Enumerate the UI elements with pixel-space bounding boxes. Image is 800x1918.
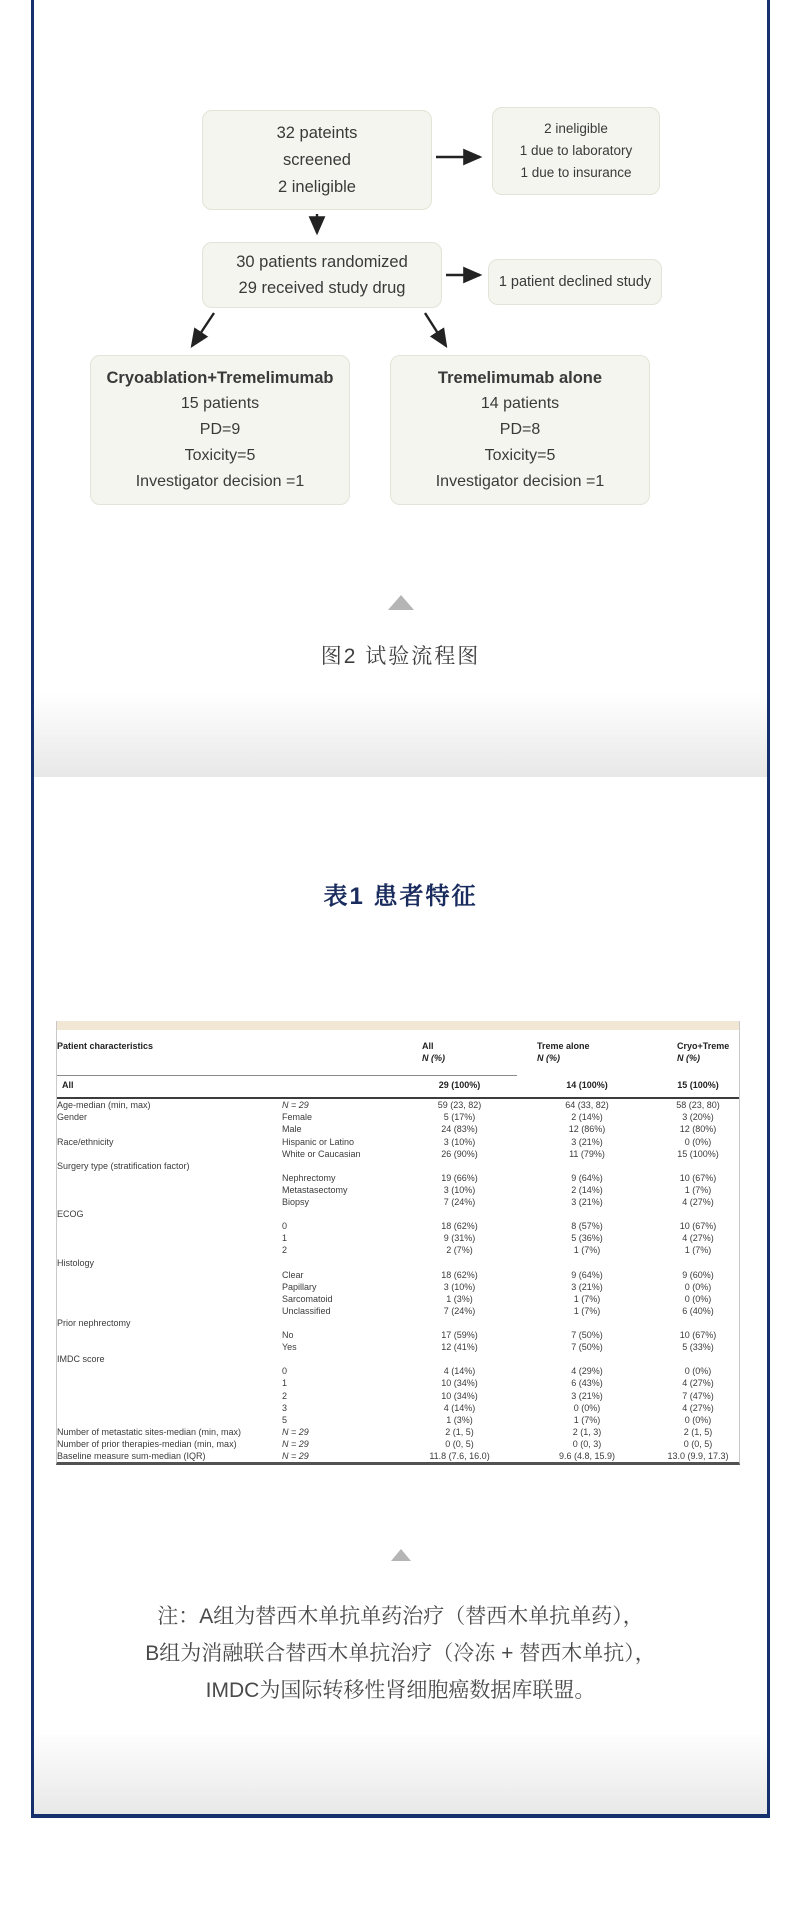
table-row: Unclassified 7 (24%) 1 (7%) 6 (40%) xyxy=(282,1305,714,1316)
table-row: Nephrectomy 19 (66%) 9 (64%) 10 (67%) xyxy=(282,1172,717,1183)
note-line: 注：A组为替西木单抗单药治疗（替西木单抗单药）， xyxy=(157,1605,644,1628)
table-row: 1 9 (31%) 5 (36%) 4 (27%) xyxy=(282,1233,714,1244)
table-row: Yes 12 (41%) 7 (50%) 5 (33%) xyxy=(282,1342,714,1353)
table-row: Number of metastatic sites-median (min, max) N = 29 2 (1, 5) 2 (1, 3) 2 (1, 5) xyxy=(57,1426,713,1437)
flowchart-box-declined xyxy=(488,259,662,305)
note-line: IMDC为国际转移性肾细胞癌数据库联盟。 xyxy=(205,1679,596,1702)
table-row: No 17 (59%) 7 (50%) 10 (67%) xyxy=(282,1330,717,1341)
table-title: 表1 患者特征 xyxy=(323,883,478,910)
table-row: Sarcomatoid 1 (3%) 1 (7%) 0 (0%) xyxy=(282,1293,712,1304)
table-row: Gender Female 5 (17%) 2 (14%) 3 (20%) xyxy=(57,1112,714,1123)
flowchart-box-line: Investigator decision =1 xyxy=(435,473,605,490)
separator-triangle-icon xyxy=(391,1549,411,1561)
col-header-characteristics: Patient characteristics xyxy=(57,1030,282,1076)
table-top-strip xyxy=(57,1021,739,1030)
flowchart-box-line: Toxicity=5 xyxy=(484,447,556,464)
col-header-cryo-treme: Cryo+Treme N (%) xyxy=(677,1041,730,1064)
section-fade xyxy=(34,692,767,777)
flowchart-box-line: Toxicity=5 xyxy=(184,447,256,464)
patient-characteristics-table xyxy=(57,1030,739,1462)
flowchart-box-line: 32 pateints xyxy=(276,123,358,142)
flowchart-box-line: PD=8 xyxy=(499,421,541,438)
flowchart-box-line: 29 received study drug xyxy=(238,279,406,297)
note-line: B组为消融联合替西木单抗治疗（冷冻 + 替西木单抗）， xyxy=(145,1642,656,1665)
col-header-empty xyxy=(282,1030,402,1076)
col-header-all: All N (%) xyxy=(402,1030,517,1076)
flowchart-box-line: 30 patients randomized xyxy=(236,253,408,271)
table-row: Race/ethnicity Hispanic or Latino 3 (10%) 3 (21%) 0 (0%) xyxy=(57,1136,712,1147)
flowchart-box-line: 14 patients xyxy=(480,395,560,412)
table-row: Clear 18 (62%) 9 (64%) 9 (60%) xyxy=(282,1269,714,1280)
table-all-row: All 29 (100%) 14 (100%) 15 (100%) xyxy=(57,1076,739,1099)
col-header-treme-alone: Treme alone N (%) xyxy=(537,1041,590,1064)
table-row: Surgery type (stratification factor) xyxy=(57,1160,190,1171)
flowchart-box-treme-alone xyxy=(390,355,650,505)
table-row: Metastasectomy 3 (10%) 2 (14%) 1 (7%) xyxy=(282,1184,712,1195)
flowchart-box-line: 1 due to insurance xyxy=(520,165,632,180)
table-row: 0 18 (62%) 8 (57%) 10 (67%) xyxy=(282,1221,717,1232)
flowchart-box-line: Investigator decision =1 xyxy=(135,473,305,490)
patient-table-body xyxy=(57,1098,739,1462)
flowchart-box-line: 2 ineligible xyxy=(544,121,608,136)
trial-flowchart xyxy=(90,85,670,515)
flowchart-box-line: 2 ineligible xyxy=(278,177,356,196)
table-row: IMDC score xyxy=(57,1354,105,1365)
separator-triangle-icon xyxy=(388,595,414,610)
table-row: 2 2 (7%) 1 (7%) 1 (7%) xyxy=(282,1245,712,1256)
flowchart-box-line: 1 due to laboratory xyxy=(519,143,633,158)
table-row: 1 10 (34%) 6 (43%) 4 (27%) xyxy=(282,1378,714,1389)
table-row: Male 24 (83%) 12 (86%) 12 (80%) xyxy=(282,1124,717,1135)
table-row: ECOG xyxy=(57,1209,84,1220)
table-header-row xyxy=(57,1030,739,1076)
table-row: Papillary 3 (10%) 3 (21%) 0 (0%) xyxy=(282,1281,712,1292)
table-row: Age-median (min, max) N = 29 59 (23, 82) 64 (33, 82) 58 (23, 80) xyxy=(57,1100,720,1111)
table-row: 2 10 (34%) 3 (21%) 7 (47%) xyxy=(282,1390,714,1401)
table-row: Baseline measure sum-median (IQR) N = 29 11.8 (7.6, 16.0) 9.6 (4.8, 15.9) 13.0 (9.9, 17.3) xyxy=(57,1451,729,1461)
flowchart-box-randomized xyxy=(202,242,442,308)
table-row: Prior nephrectomy xyxy=(57,1317,131,1328)
patient-table xyxy=(56,1021,740,1465)
flowchart-box-ineligible xyxy=(492,107,660,195)
flowchart-box-line: 15 patients xyxy=(180,395,260,412)
flowchart-box-line: Cryoablation+Tremelimumab xyxy=(106,369,334,387)
table-row: Biopsy 7 (24%) 3 (21%) 4 (27%) xyxy=(282,1197,714,1208)
figure-caption: 图2 试验流程图 xyxy=(320,645,481,668)
flowchart-box-line: screened xyxy=(283,150,351,169)
flowchart-box-line: 1 patient declined study xyxy=(498,274,652,290)
table-row: White or Caucasian 26 (90%) 11 (79%) 15 (100%) xyxy=(282,1148,719,1159)
note-text xyxy=(34,1598,767,1709)
flowchart-box-screened xyxy=(202,110,432,210)
article-card xyxy=(31,0,770,1818)
table-row: 0 4 (14%) 4 (29%) 0 (0%) xyxy=(282,1366,712,1377)
section-fade xyxy=(34,1729,767,1814)
flowchart-box-line: Tremelimumab alone xyxy=(437,369,603,387)
flowchart-box-cryo-treme xyxy=(90,355,350,505)
table-row: 5 1 (3%) 1 (7%) 0 (0%) xyxy=(282,1414,712,1425)
table-row: Histology xyxy=(57,1257,95,1268)
table-row: Number of prior therapies-median (min, max) N = 29 0 (0, 5) 0 (0, 3) 0 (0, 5) xyxy=(57,1438,713,1449)
flowchart-box-line: PD=9 xyxy=(199,421,241,438)
table-row: 3 4 (14%) 0 (0%) 4 (27%) xyxy=(282,1402,714,1413)
